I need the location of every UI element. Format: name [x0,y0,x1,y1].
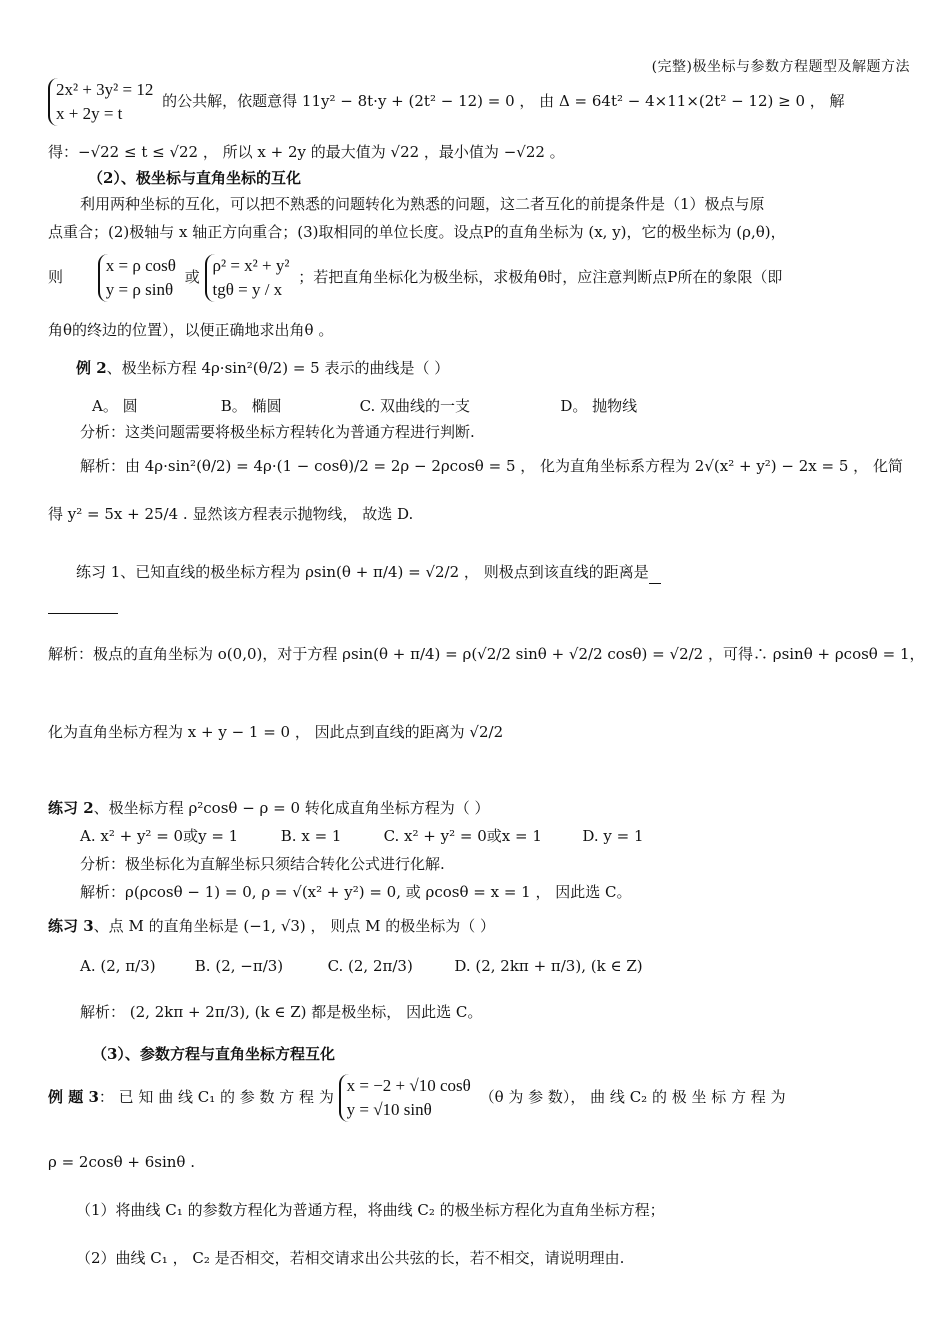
example-3-part-1: （1）将曲线 C₁ 的参数方程化为普通方程，将曲线 C₂ 的极坐标方程化为直角坐标方程； [76,1201,665,1219]
option-a: A. x² + y² = 0或y = 1 [80,827,239,845]
option-a: A。 圆 [92,397,138,415]
answer-line [48,613,118,614]
practice-2-analysis: 分析：极坐标化为直解坐标只须结合转化公式进行化解. [80,855,445,873]
example-2-solution-2: 得 y² = 5x + 25/4 . 显然该方程表示抛物线， 故选 D. [48,505,414,523]
brace-system-rect-to-polar: ρ² = x² + y² tgθ = y / x [205,254,290,302]
brace-system: 2x² + 3y² = 12 x + 2y = t [48,78,153,126]
line-result: 得：−√22 ≤ t ≤ √22 ， 所以 x + 2y 的最大值为 √22 ，最小值为 −√22 。 [48,143,565,161]
example-2-question: 例 2、极坐标方程 4ρ·sin²(θ/2) = 5 表示的曲线是（ ） [76,359,450,377]
practice-3-solution: 解析： (2, 2kπ + 2π/3), (k ∈ Z) 都是极坐标， 因此选 C。 [80,1003,483,1021]
option-c: C. 双曲线的一支 [359,397,471,415]
line-text: 的公共解，依题意得 11y² − 8t·y + (2t² − 12) = 0 ， 由 Δ = 64t² − 4×11×(2t² − 12) ≥ 0 ， 解 [162,92,845,110]
line-equation-system [48,78,910,126]
option-b: B. x = 1 [280,827,342,845]
section-2-title: （2）、极坐标与直角坐标的互化 [88,169,301,187]
practice-1-solution-2: 化为直角坐标方程为 x + y − 1 = 0 ， 因此点到直线的距离为 √2/2 [48,723,504,741]
example-2-analysis: 分析：这类问题需要将极坐标方程转化为普通方程进行判断. [80,423,475,441]
practice-3-options [80,954,910,978]
option-b: B。 椭圆 [220,397,282,415]
example-2-solution-1: 解析：由 4ρ·sin²(θ/2) = 4ρ·(1 − cosθ)/2 = 2ρ − 2ρcosθ = 5 ， 化为直角坐标系方程为 2√(x² + y²) − 2x = 5 ， 化简 [80,457,903,475]
conversion-formulas: 则 x = ρ cosθ y = ρ sinθ 或 ρ² = x² + y² tgθ = y / x ；若把直角坐标化为极坐标，求极角θ时，应注意判断点P所在的象限（即 [48,254,910,302]
option-d: D。 抛物线 [560,397,638,415]
practice-1-question: 练习 1、已知直线的极坐标方程为 ρsin(θ + π/4) = √2/2 ， 则极点到该直线的距离是 [76,560,910,584]
practice-2-solution: 解析：ρ(ρcosθ − 1) = 0, ρ = √(x² + y²) = 0, 或 ρcosθ = x = 1 ， 因此选 C。 [80,883,632,901]
page-header: (完整)极坐标与参数方程题型及解题方法 [651,59,910,75]
brace-system-polar-to-rect: x = ρ cosθ y = ρ sinθ [98,254,176,302]
example-2-options [92,394,910,418]
para-line-1: 利用两种坐标的互化，可以把不熟悉的问题转化为熟悉的问题，这二者互化的前提条件是（1）极点与原 [80,195,765,213]
option-a: A. (2, π/3) [80,957,156,975]
example-3-part-2: （2）曲线 C₁ ， C₂ 是否相交，若相交请求出公共弦的长，若不相交，请说明理由. [76,1249,625,1267]
option-d: D. (2, 2kπ + π/3), (k ∈ Z) [454,957,643,975]
para-line-4: 角θ的终边的位置），以便正确地求出角θ 。 [48,321,334,339]
para-line-2: 点重合；(2)极轴与 x 轴正方向重合；(3)取相同的单位长度。设点P的直角坐标为 (x, y)，它的极坐标为 (ρ,θ)， [48,223,786,241]
answer-blank [649,565,661,584]
brace-system-parametric: x = −2 + √10 cosθ y = √10 sinθ [339,1074,471,1122]
practice-2-question: 练习 2、极坐标方程 ρ²cosθ − ρ = 0 转化成直角坐标方程为（ ） [48,799,490,817]
option-c: C. (2, 2π/3) [327,957,413,975]
option-d: D. y = 1 [582,827,644,845]
example-3-equation: ρ = 2cosθ + 6sinθ . [48,1153,195,1171]
option-b: B. (2, −π/3) [194,957,284,975]
practice-2-options [80,824,910,848]
practice-3-question: 练习 3、点 M 的直角坐标是 (−1, √3) ， 则点 M 的极坐标为（ ） [48,917,495,935]
option-c: C. x² + y² = 0或x = 1 [383,827,542,845]
example-3-question: 例 题 3： 已 知 曲 线 C₁ 的 参 数 方 程 为 x = −2 + √10 cosθ y = √10 sinθ （θ 为 参 数）， 曲 线 C₂ 的 极 坐 标 方 程 为 [48,1074,910,1122]
practice-1-solution-1: 解析：极点的直角坐标为 o(0,0)，对于方程 ρsin(θ + π/4) = ρ(√2/2 sinθ + √2/2 cosθ) = √2/2 ，可得∴ ρsinθ + ρcosθ = 1， [48,645,925,663]
section-3-title: （3）、参数方程与直角坐标方程互化 [92,1045,335,1063]
